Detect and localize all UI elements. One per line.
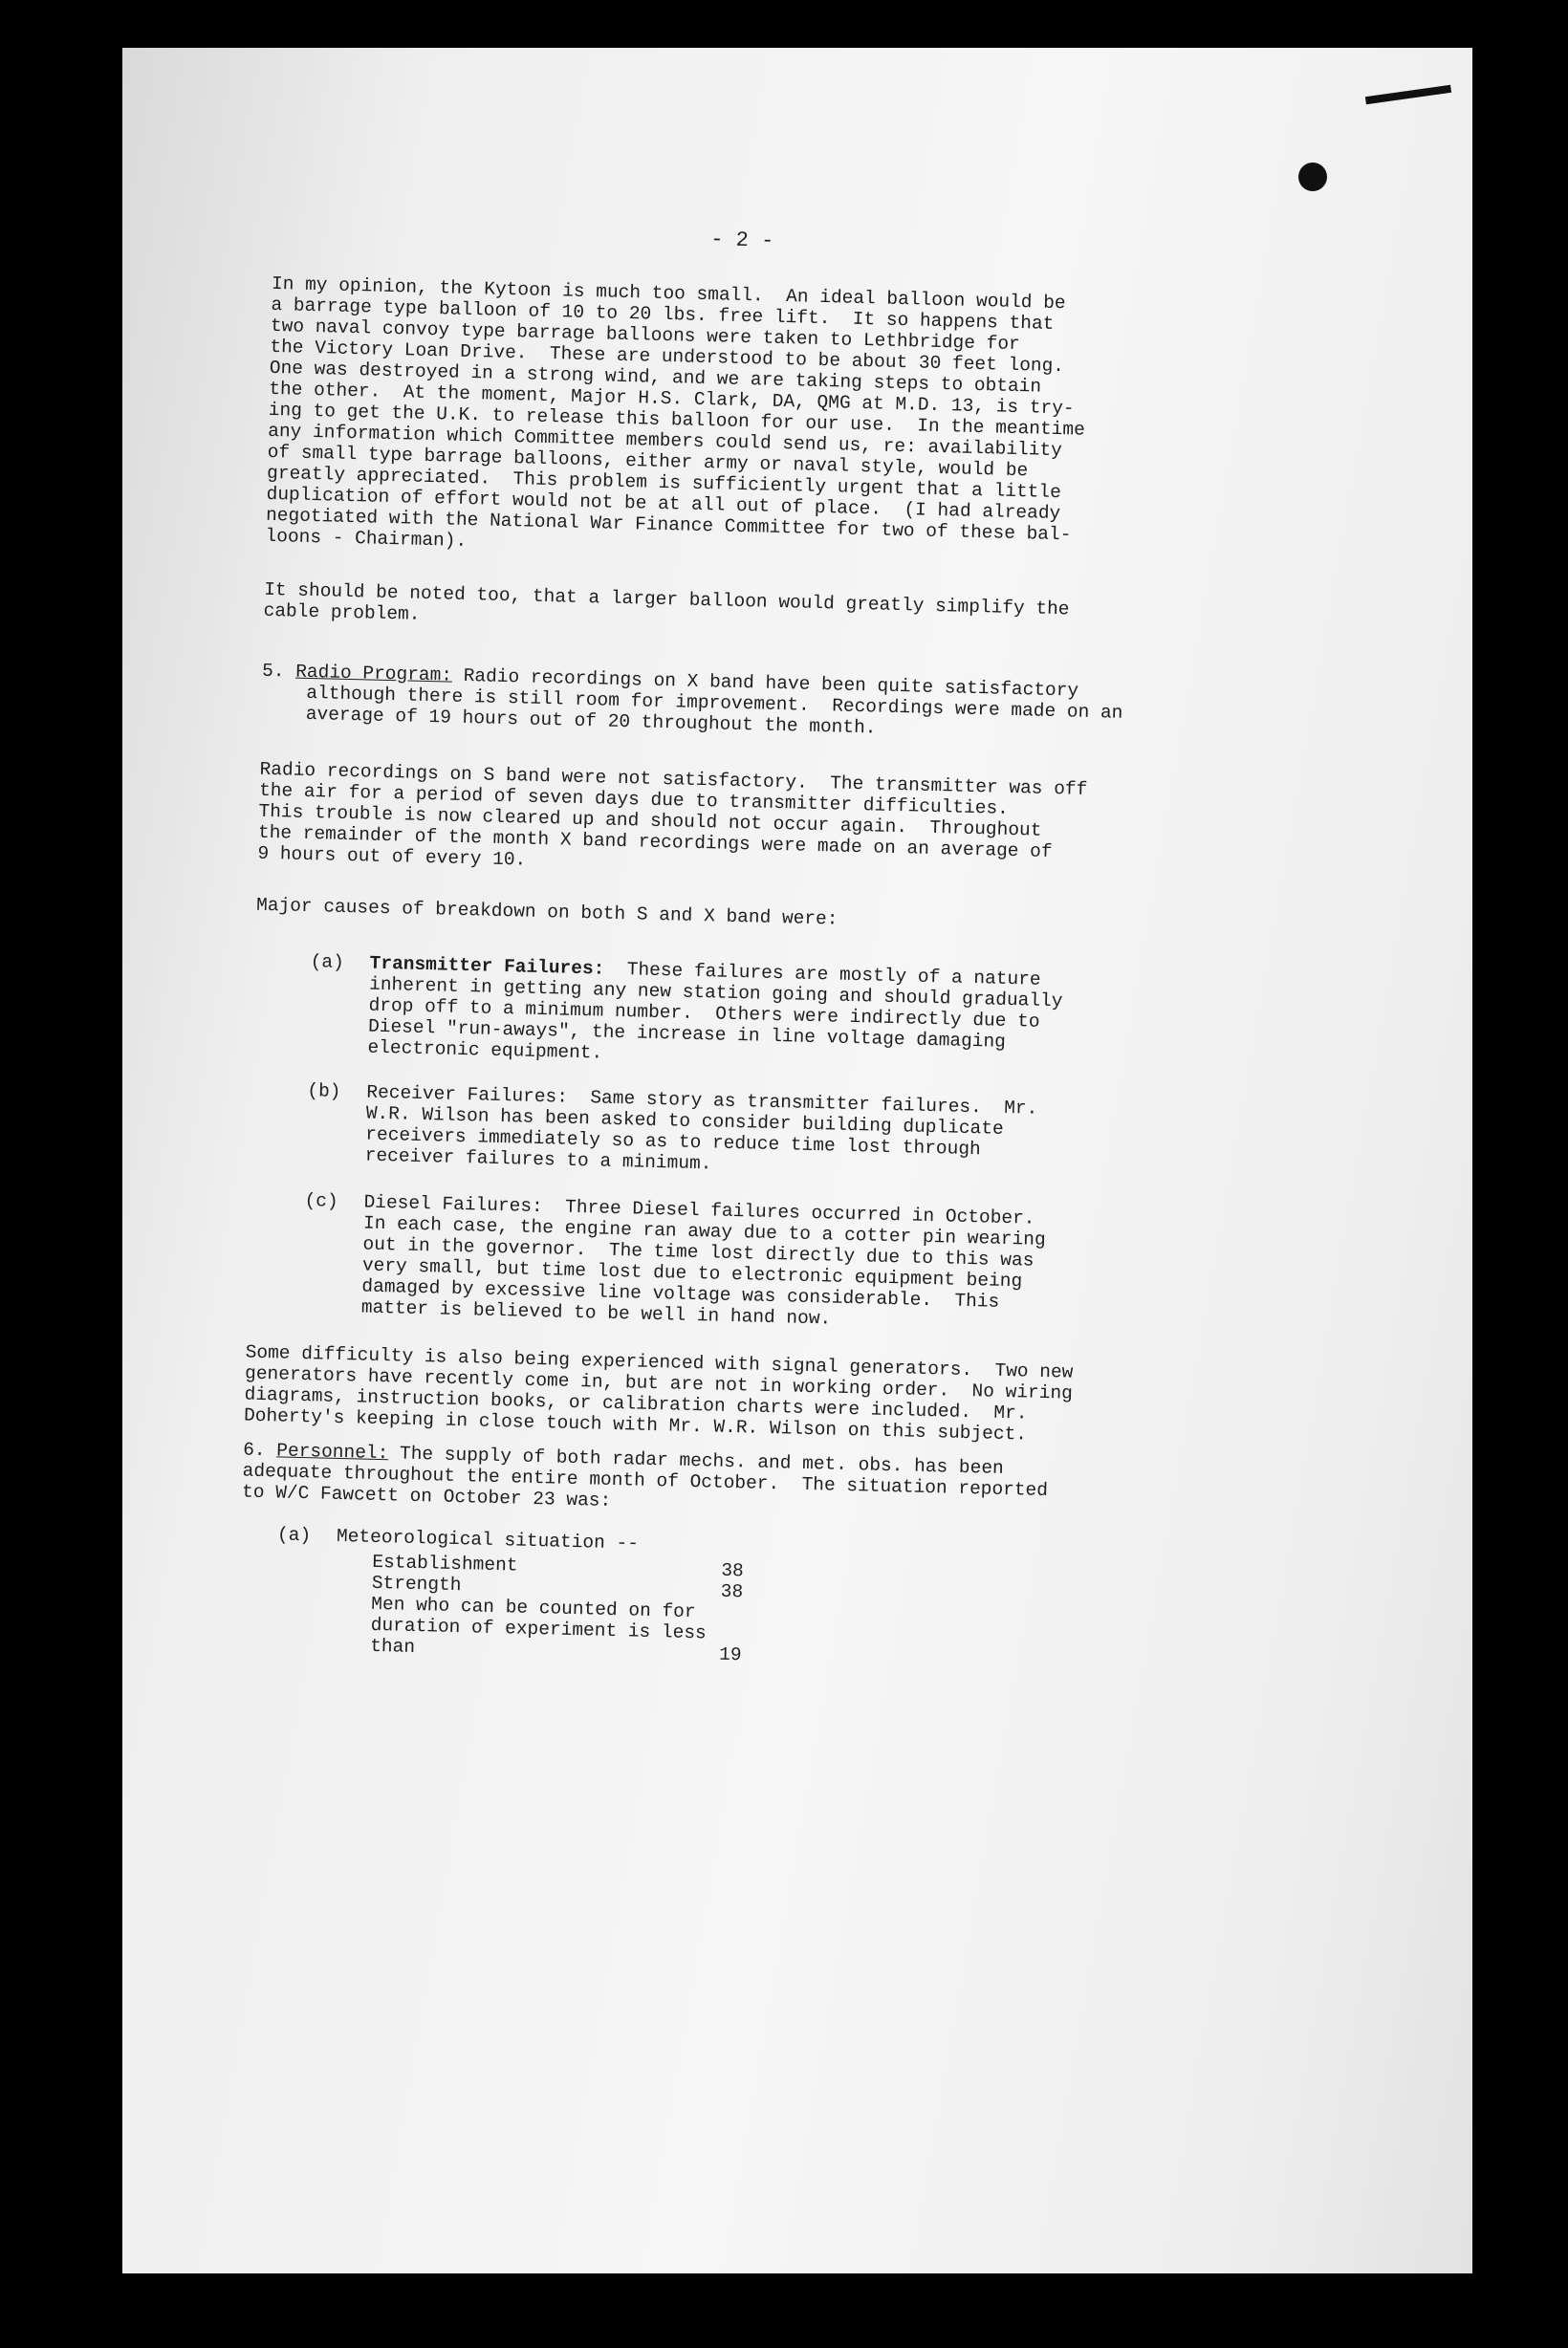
item-c-label: (c) [304, 1190, 338, 1212]
met-situation-label: (a) [276, 1524, 312, 1547]
row-value-establishment: 38 [721, 1559, 745, 1582]
typed-text-area [122, 48, 1472, 2273]
item-c-heading: Diesel Failures: [363, 1191, 544, 1218]
row-value-men-counted: 19 [718, 1643, 742, 1666]
row-value-strength: 38 [720, 1580, 744, 1603]
row-label-strength: Strength [371, 1572, 462, 1597]
met-situation-table [370, 1552, 744, 1665]
page-number: - 2 - [709, 228, 774, 253]
section-6-number: 6. [242, 1439, 266, 1462]
met-situation-title: Meteorological situation -- [336, 1525, 640, 1554]
section-5-number: 5. [261, 660, 285, 683]
document-page [122, 48, 1472, 2273]
paragraph-s-band: Radio recordings on S band were not satisfactory. The transmitter was off the air for a period of seven days due to transmitter difficulties. This trouble is now cleared up and should not occur again. Throughout the remainder of the month X band recordings were made on an average of 9 hours out of every 10. [257, 758, 1088, 871]
item-transmitter-failures [310, 951, 344, 973]
item-a-text: These failures are mostly of a nature inherent in getting any new station going and should gradually drop off to a minimum number. Others were indirectly due to Diesel "run-aways", the increase in line voltage damaging electronic equipment. [367, 958, 1063, 1064]
paragraph-signal-generators: Some difficulty is also being experienced with signal generators. Two new generators have recently come in, but are not in working order. No wiring diagrams, instruction books, or calibration charts were included. Mr. Doherty's keeping in close touch with Mr. W.R. Wilson on this subject. [243, 1341, 1074, 1446]
section-5-radio-program [261, 661, 1123, 745]
item-receiver-failures [307, 1080, 341, 1102]
section-5-text: Radio recordings on X band have been quite satisfactory although there is still room for improvement. Recordings were made on an average of 19 hours out of 20 throughout the month. [260, 664, 1123, 739]
section-5-heading: Radio Program: [294, 661, 453, 686]
section-6-personnel [242, 1440, 1049, 1523]
paragraph-breakdown-causes: Major causes of breakdown on both S and X band were: [255, 894, 838, 930]
item-b-text: Same story as transmitter failures. Mr. W.R. Wilson has been asked to consider building duplicate receivers immediately so as to reduce time lost through receiver failures to a minimum. [364, 1086, 1038, 1175]
section-6-heading: Personnel: [276, 1440, 389, 1465]
paragraph-cable-problem: It should be noted too, that a larger balloon would greatly simplify the cable problem. [263, 578, 1070, 625]
row-label-men-counted: Men who can be counted on for duration of experiment is less than [369, 1593, 707, 1658]
item-b-label: (b) [307, 1080, 341, 1102]
row-label-establishment: Establishment [372, 1551, 518, 1576]
item-a-heading: Transmitter Failures: [369, 952, 605, 980]
table-row [370, 1594, 743, 1665]
item-c-body [361, 1192, 1047, 1335]
item-b-heading: Receiver Failures: [366, 1081, 569, 1108]
item-b-body [365, 1082, 1038, 1183]
paragraph-balloon-opinion: In my opinion, the Kytoon is much too small. An ideal balloon would be a barrage type balloon of 10 to 20 lbs. free lift. It so happens that two naval convoy type barrage balloons were taken to Lethbridge for the Victory Loan Drive. These are understood to be about 30 feet long. One was destroyed in a strong wind, and we are taking steps to obtain the other. At the moment, Major H.S. Clark, DA, QMG at M.D. 13, is try- ing to get the U.K. to release this balloon for our use. In the meantime any information which Committee members could send us, re: availability of small type barrage balloons, either army or naval style, would be greatly appreciated. This problem is sufficiently urgent that a little duplication of effort would not be at all out of place. (I had already negotiated with the National War Finance Committee for two of these bal- loons - Chairman). [265, 272, 1086, 552]
section-6-text: The supply of both radar mechs. and met. obs. has been adequate throughout the entire month of October. The situation reported to W/C Fawcett on October 23 was: [241, 1443, 1049, 1511]
item-diesel-failures [304, 1190, 338, 1212]
item-a-body [367, 953, 1063, 1076]
item-c-text: Three Diesel failures occurred in October. In each case, the engine ran away due to a cotter pin wearing out in the governor. The time lost directly due to this was very small, but time lost due to electronic equipment being damaged by excessive line voltage was considerable. This matter is believed to be well in hand now. [360, 1196, 1046, 1330]
item-a-label: (a) [310, 951, 345, 973]
